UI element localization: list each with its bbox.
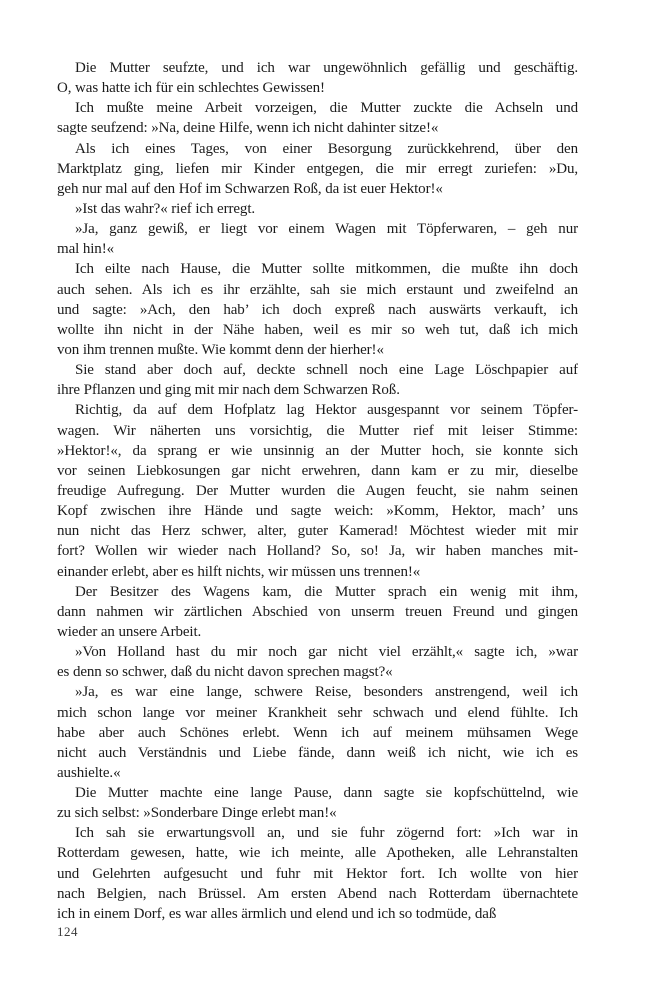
text-line: dann nahmen wir zärtlichen Abschied von unserm treuen Freund und gingen <box>57 603 578 620</box>
text-line: ich in einem Dorf, es war alles ärmlich und elend und ich so todmüde, daß <box>57 905 497 922</box>
text-line: vor seinen Liebkosungen gar nicht erwehren, dann kam er zu mir, dieselbe <box>57 462 578 479</box>
text-line: Ich sah sie erwartungsvoll an, und sie fuhr zögernd fort: »Ich war in <box>75 825 578 842</box>
text-line: Die Mutter seufzte, und ich war ungewöhnlich gefällig und geschäftig. <box>75 60 578 76</box>
text-line: Marktplatz ging, liefen mir Kinder entgegen, die mir erregt zuriefen: »Du, <box>57 160 578 177</box>
text-line: »Ja, es war eine lange, schwere Reise, besonders anstrengend, weil ich <box>75 684 578 701</box>
text-line: nach Belgien, nach Brüssel. Am ersten Abend nach Rotterdam übernachtete <box>57 885 578 902</box>
paragraph <box>57 58 578 98</box>
text-line: wollte ihn nicht in der Nähe haben, weil es mir so weh tut, daß ich mich <box>57 321 578 338</box>
paragraph <box>57 783 578 823</box>
text-line: Der Besitzer des Wagens kam, die Mutter sprach ein wenig mit ihm, <box>75 583 578 600</box>
paragraph <box>57 823 578 924</box>
text-line: nun nicht das Herz schwer, alter, guter Kamerad! Möchtest wieder mit mir <box>57 523 578 540</box>
text-line: »Ist das wahr?« rief ich erregt. <box>75 200 256 217</box>
paragraph <box>57 642 578 682</box>
text-line: O, was hatte ich für ein schlechtes Gewissen! <box>57 80 325 97</box>
text-line: freudige Aufregung. Der Mutter wurden die Augen feucht, sie nahm seinen <box>57 482 578 499</box>
text-line: mal hin!« <box>57 241 115 258</box>
text-line: und Gelehrten aufgesucht und fuhr mit Hektor fort. Ich wollte von hier <box>57 865 578 882</box>
text-line: aushielte.« <box>57 764 121 781</box>
text-line: sagte seufzend: »Na, deine Hilfe, wenn ich nicht dahinter sitze!« <box>57 120 439 137</box>
text-line: es denn so schwer, daß du nicht davon sprechen magst?« <box>57 664 393 681</box>
paragraph <box>57 98 578 138</box>
text-line: Ich eilte nach Hause, die Mutter sollte mitkommen, die mußte ihn doch <box>75 261 578 278</box>
page-text-block <box>57 58 578 924</box>
paragraph <box>57 199 578 219</box>
page-number: 124 <box>57 924 78 939</box>
text-line: einander erlebt, aber es hilft nichts, wir müssen uns trennen!« <box>57 563 421 580</box>
text-line: und sagte: »Ach, den hab’ ich doch expreß nach auswärts verkauft, ich <box>57 301 578 318</box>
text-line: wagen. Wir näherten uns vorsichtig, die Mutter rief mit leiser Stimme: <box>57 422 578 439</box>
text-line: Die Mutter machte eine lange Pause, dann sagte sie kopfschüttelnd, wie <box>75 785 578 802</box>
paragraph <box>57 219 578 259</box>
text-line: zu sich selbst: »Sonderbare Dinge erlebt man!« <box>57 805 337 822</box>
text-line: Sie stand aber doch auf, deckte schnell noch eine Lage Löschpapier auf <box>75 362 578 379</box>
text-line: Kopf zwischen ihre Hände und sagte weich: »Komm, Hektor, mach’ uns <box>57 503 578 520</box>
text-line: Ich mußte meine Arbeit vorzeigen, die Mutter zuckte die Achseln und <box>75 100 578 117</box>
paragraph <box>57 259 578 360</box>
text-line: »Von Holland hast du mir noch gar nicht viel erzählt,« sagte ich, »war <box>75 644 578 661</box>
paragraph <box>57 360 578 400</box>
text-line: Rotterdam gewesen, hatte, wie ich meinte, alle Apotheken, alle Lehranstalten <box>57 845 578 862</box>
text-line: Als ich eines Tages, von einer Besorgung zurückkehrend, über den <box>75 140 578 157</box>
text-line: mich schon lange vor meiner Krankheit sehr schwach und elend fühlte. Ich <box>57 704 578 721</box>
paragraph <box>57 682 578 783</box>
text-line: »Ja, ganz gewiß, er liegt vor einem Wagen mit Töpferwaren, – geh nur <box>75 221 578 238</box>
text-line: von ihm trennen mußte. Wie kommt denn der hierher!« <box>57 341 384 358</box>
text-line: fort? Wollen wir wieder nach Holland? So, so! Ja, wir haben manches mit- <box>57 543 578 560</box>
text-line: geh nur mal auf den Hof im Schwarzen Roß, da ist euer Hektor!« <box>57 180 443 197</box>
paragraph <box>57 400 578 581</box>
text-line: »Hektor!«, da sprang er wie unsinnig an der Mutter hoch, sie konnte sich <box>57 442 578 459</box>
text-line: auch sehen. Als ich es ihr erzählte, sah sie mich erstaunt und zweifelnd an <box>57 281 578 298</box>
text-line: ihre Pflanzen und ging mit mir nach dem Schwarzen Roß. <box>57 382 400 399</box>
paragraph <box>57 139 578 199</box>
text-line: wieder an unsere Arbeit. <box>57 623 202 640</box>
text-line: nicht auch Verständnis und Liebe fände, dann weiß ich nicht, wie ich es <box>57 744 578 761</box>
paragraph <box>57 582 578 642</box>
text-line: Richtig, da auf dem Hofplatz lag Hektor ausgespannt vor seinem Töpfer- <box>75 402 578 419</box>
text-line: habe aber auch Schönes erlebt. Wenn ich auf meinem mühsamen Wege <box>57 724 578 741</box>
